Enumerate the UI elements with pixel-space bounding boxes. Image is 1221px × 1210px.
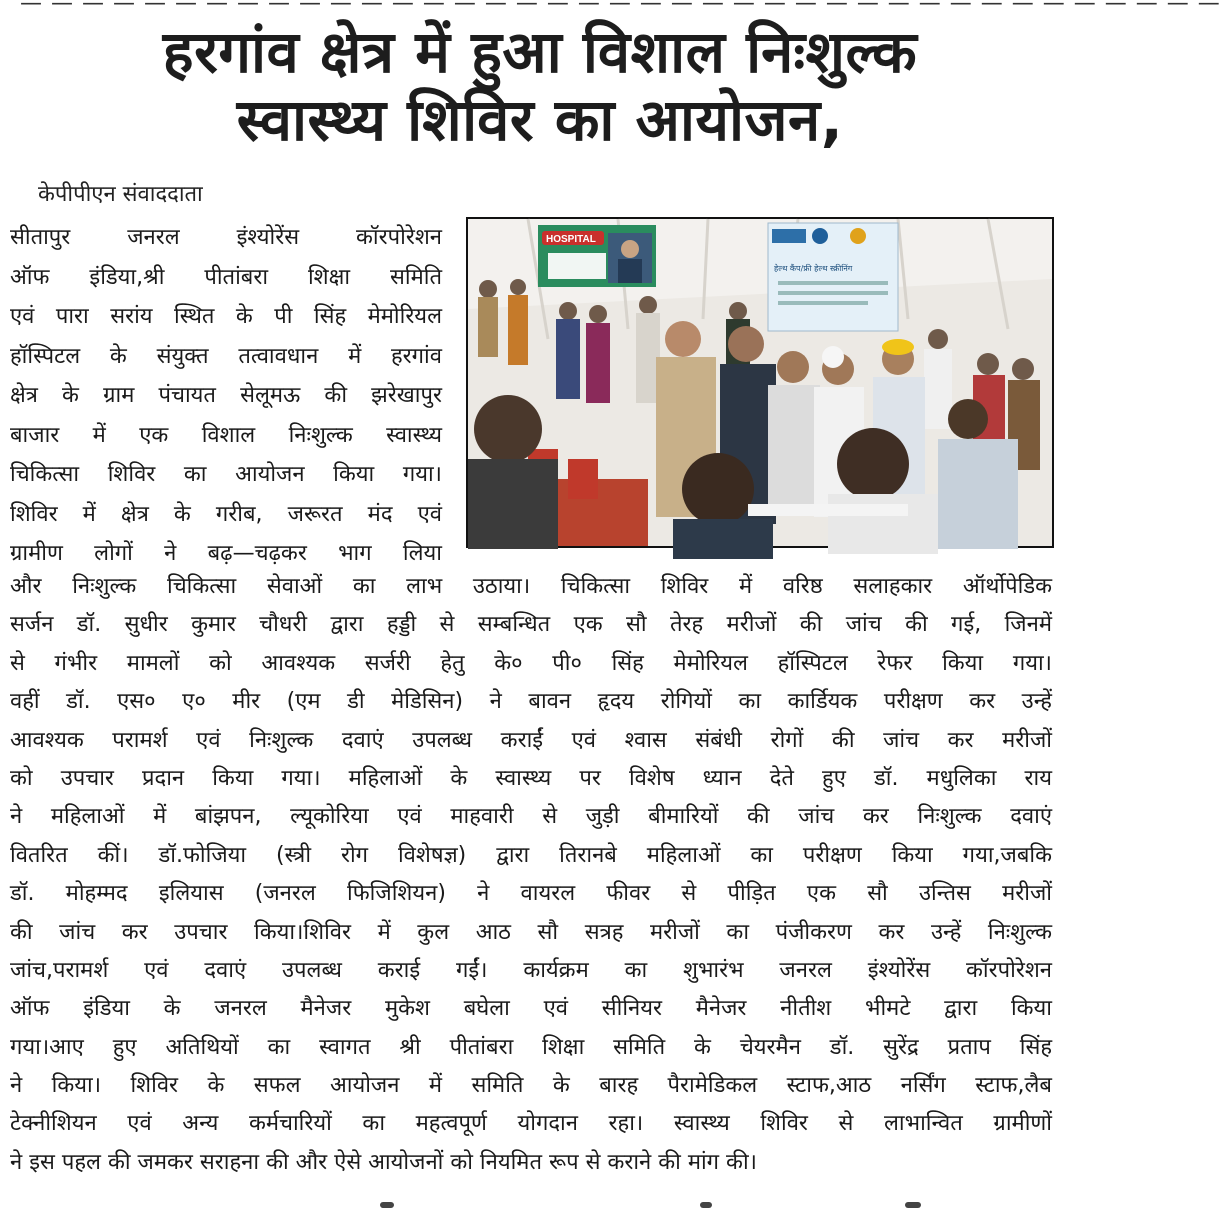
body-line: ऑफ इंडिया के जनरल मैनेजर मुकेश बघेला एवं सीनियर मैनेजर नीतीश भीमटे द्वारा किया [10, 996, 1052, 1022]
body-line: वहीं डॉ. एस० ए० मीर (एम डी मेडिसिन) ने बावन हृदय रोगियों का कार्डियक परीक्षण कर उन्हें [10, 689, 1052, 715]
body-line: टेक्नीशियन एवं अन्य कर्मचारियों का महत्वपूर्ण योगदान रहा। स्वास्थ्य शिविर से लाभान्वित ग्रामीणों [10, 1111, 1052, 1137]
banner-hospital-text: HOSPITAL [546, 234, 596, 245]
body-line: की जांच कर उपचार किया।शिविर में कुल आठ सौ सत्रह मरीजों का पंजीकरण कर उन्हें निःशुल्क [10, 919, 1052, 945]
headline-line-1: हरगांव क्षेत्र में हुआ विशाल निःशुल्क [162, 18, 918, 86]
body-line: सर्जन डॉ. सुधीर कुमार चौधरी द्वारा हड्डी से सम्बन्धित एक सौ तेरह मरीजों की जांच की गई, जिनमें [10, 612, 1052, 638]
lead-line: ग्रामीण लोगों ने बढ़—चढ़कर भाग लिया [10, 541, 442, 566]
body-line: गया।आए हुए अतिथियों का स्वागत श्री पीतांबरा शिक्षा समिति के चेयरमैन डॉ. सुरेंद्र प्रताप सिंह [10, 1034, 1052, 1060]
body-line: ने किया। शिविर के सफल आयोजन में समिति के बारह पैरामेडिकल स्टाफ,आठ नर्सिंग स्टाफ,लैब [10, 1073, 1052, 1099]
article-body [10, 568, 1052, 1182]
lead-line: हॉस्पिटल के संयुक्त तत्वावधान में हरगांव [10, 343, 442, 369]
body-line: जांच,परामर्श एवं दवाएं उपलब्ध कराई गईं। कार्यक्रम का शुभारंभ जनरल इंश्योरेंस कॉरपोरेशन [10, 957, 1052, 983]
lead-line: चिकित्सा शिविर का आयोजन किया गया। [10, 462, 442, 487]
previous-article-cut-text: — — — — — — — — — — — — — — — — — — — — — — — — — — — — — — — — — — — — — — — [0, 0, 1080, 14]
body-line: से गंभीर मामलों को आवश्यक सर्जरी हेतु के० पी० सिंह मेमोरियल हॉस्पिटल रेफर किया गया। [10, 650, 1052, 676]
lead-paragraph [10, 218, 442, 574]
lead-line: बाजार में एक विशाल निःशुल्क स्वास्थ्य [10, 422, 442, 448]
article-headline [20, 18, 1060, 154]
health-camp-photo-illustration [468, 219, 1052, 546]
body-line: डॉ. मोहम्मद इलियास (जनरल फिजिशियन) ने वायरल फीवर से पीड़ित एक सौ उन्तिस मरीजों [10, 881, 1052, 907]
health-camp-photo [466, 217, 1054, 548]
body-line: ने महिलाओं में बांझपन, ल्यूकोरिया एवं माहवारी से जुड़ी बीमारियों की जांच कर निःशुल्क दवाएं [10, 804, 1052, 830]
lead-line: सीतापुर जनरल इंश्योरेंस कॉरपोरेशन [10, 225, 442, 250]
byline: केपीपीएन संवाददाता [38, 182, 203, 207]
headline-line-2: स्वास्थ्य शिविर का आयोजन, [236, 86, 844, 154]
body-line: वितरित कीं। डॉ.फोजिया (स्त्री रोग विशेषज्ञ) द्वारा तिरानबे महिलाओं का परीक्षण किया गया,जबकि [10, 842, 1052, 868]
lead-line: क्षेत्र के ग्राम पंचायत सेलूमऊ की झरेखापुर [10, 383, 442, 408]
banner-right-title: हेल्थ कैंप/फ्री हेल्थ स्क्रीनिंग [774, 264, 853, 273]
lead-line: शिविर में क्षेत्र के गरीब, जरूरत मंद एवं [10, 501, 442, 527]
next-article-cut-text [0, 1200, 1080, 1210]
body-line: और निःशुल्क चिकित्सा सेवाओं का लाभ उठाया। चिकित्सा शिविर में वरिष्ठ सलाहकार ऑर्थोपेडिक [10, 574, 1052, 599]
lead-line: एवं पारा सरांय स्थित के पी सिंह मेमोरियल [10, 304, 442, 329]
lead-line: ऑफ इंडिया,श्री पीतांबरा शिक्षा समिति [10, 264, 442, 290]
body-line: आवश्यक परामर्श एवं निःशुल्क दवाएं उपलब्ध कराईं एवं श्वास संबंधी रोगों की जांच कर मरीजों [10, 727, 1052, 753]
body-line: ने इस पहल की जमकर सराहना की और ऐसे आयोजनों को नियमित रूप से कराने की मांग की। [10, 1149, 757, 1175]
body-line: को उपचार प्रदान किया गया। महिलाओं के स्वास्थ्य पर विशेष ध्यान देते हुए डॉ. मधुलिका राय [10, 765, 1052, 791]
